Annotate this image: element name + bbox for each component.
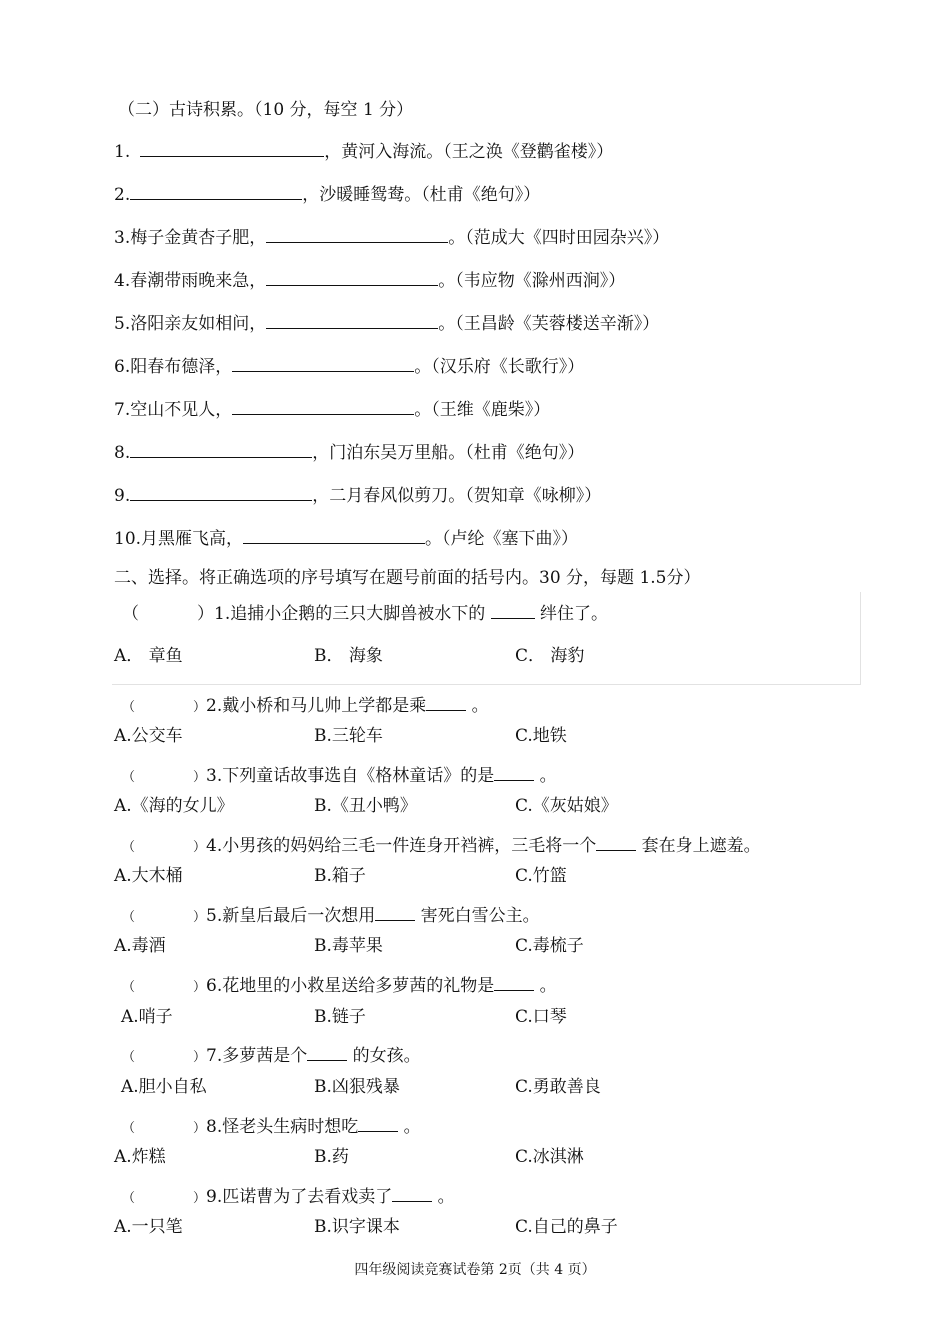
answer-blank[interactable] bbox=[375, 904, 415, 921]
poem-item-6: 6.阳春布德泽， 。（汉乐府《长歌行》） bbox=[114, 353, 584, 379]
q4-option-a[interactable]: A.大木桶 bbox=[114, 866, 183, 886]
question-7: （ ）7.多萝茜是个 的女孩。 bbox=[122, 1046, 421, 1066]
question-6: （ ）6.花地里的小救星送给多萝茜的礼物是 。 bbox=[122, 976, 557, 996]
poems-heading: （二）古诗积累。（10 分，每空 1 分） bbox=[118, 100, 414, 120]
q1-option-c[interactable]: C． 海豹 bbox=[515, 646, 585, 666]
q5-option-a[interactable]: A.毒酒 bbox=[114, 936, 166, 956]
question-5: （ ）5.新皇后最后一次想用 害死白雪公主。 bbox=[122, 906, 540, 926]
answer-blank[interactable] bbox=[266, 310, 438, 329]
q9-option-c[interactable]: C.自己的鼻子 bbox=[515, 1217, 618, 1237]
q2-option-b[interactable]: B.三轮车 bbox=[314, 726, 383, 746]
question-1: （ ）1.追捕小企鹅的三只大脚兽被水下的 绊住了。 bbox=[122, 604, 609, 624]
q8-option-c[interactable]: C.冰淇淋 bbox=[515, 1147, 584, 1167]
poem-item-1: 1. ，黄河入海流。（王之涣《登鹳雀楼》） bbox=[114, 138, 613, 164]
answer-blank[interactable] bbox=[426, 694, 466, 711]
poem-item-2: 2. ，沙暖睡鸳鸯。（杜甫《绝句》） bbox=[114, 181, 540, 207]
choice-heading: 二、选择。将正确选项的序号填写在题号前面的括号内。30 分，每题 1.5分） bbox=[114, 568, 701, 588]
q7-option-b[interactable]: B.凶狠残暴 bbox=[314, 1077, 400, 1097]
q8-option-a[interactable]: A.炸糕 bbox=[114, 1147, 166, 1167]
answer-blank[interactable] bbox=[266, 267, 438, 286]
answer-blank[interactable] bbox=[358, 1115, 398, 1132]
q4-option-b[interactable]: B.箱子 bbox=[314, 866, 366, 886]
answer-blank[interactable] bbox=[130, 439, 312, 458]
answer-blank[interactable] bbox=[232, 353, 414, 372]
q7-option-c[interactable]: C.勇敢善良 bbox=[515, 1077, 601, 1097]
q2-option-c[interactable]: C.地铁 bbox=[515, 726, 567, 746]
answer-blank[interactable] bbox=[392, 1185, 432, 1202]
poem-item-8: 8. ，门泊东吴万里船。（杜甫《绝句》） bbox=[114, 439, 584, 465]
q2-option-a[interactable]: A.公交车 bbox=[114, 726, 183, 746]
q4-option-c[interactable]: C.竹篮 bbox=[515, 866, 567, 886]
q8-option-b[interactable]: B.药 bbox=[314, 1147, 349, 1167]
q6-option-c[interactable]: C.口琴 bbox=[515, 1007, 567, 1027]
question-4: （ ）4.小男孩的妈妈给三毛一件连身开裆裤，三毛将一个 套在身上遮羞。 bbox=[122, 836, 761, 856]
answer-blank[interactable] bbox=[243, 525, 425, 544]
answer-blank[interactable] bbox=[307, 1044, 347, 1061]
q1-option-b[interactable]: B． 海象 bbox=[314, 646, 383, 666]
poem-item-4: 4.春潮带雨晚来急， 。（韦应物《滁州西涧》） bbox=[114, 267, 625, 293]
page-footer: 四年级阅读竞赛试卷第 2页（共 4 页） bbox=[354, 1262, 596, 1278]
q9-option-a[interactable]: A.一只笔 bbox=[114, 1217, 183, 1237]
question-8: （ ）8.怪老头生病时想吃 。 bbox=[122, 1117, 421, 1137]
poem-item-9: 9. ，二月春风似剪刀。（贺知章《咏柳》） bbox=[114, 482, 601, 508]
answer-blank[interactable] bbox=[130, 482, 312, 501]
answer-blank[interactable] bbox=[266, 224, 448, 243]
answer-blank[interactable] bbox=[491, 602, 535, 619]
answer-blank[interactable] bbox=[140, 138, 324, 157]
answer-blank[interactable] bbox=[494, 764, 534, 781]
q6-option-a[interactable]: A.哨子 bbox=[121, 1007, 173, 1027]
q3-option-b[interactable]: B.《丑小鸭》 bbox=[314, 796, 417, 816]
q7-option-a[interactable]: A.胆小自私 bbox=[121, 1077, 207, 1097]
answer-blank[interactable] bbox=[130, 181, 302, 200]
poem-item-10: 10.月黑雁飞高， 。（卢纶《塞下曲》） bbox=[114, 525, 578, 551]
q3-option-a[interactable]: A.《海的女儿》 bbox=[114, 796, 234, 816]
q3-option-c[interactable]: C.《灰姑娘》 bbox=[515, 796, 618, 816]
poem-item-7: 7.空山不见人， 。（王维《鹿柴》） bbox=[114, 396, 550, 422]
q5-option-c[interactable]: C.毒梳子 bbox=[515, 936, 584, 956]
q1-option-a[interactable]: A． 章鱼 bbox=[114, 646, 183, 666]
question-9: （ ）9.匹诺曹为了去看戏卖了 。 bbox=[122, 1187, 455, 1207]
q6-option-b[interactable]: B.链子 bbox=[314, 1007, 366, 1027]
question-3: （ ）3.下列童话故事选自《格林童话》的是 。 bbox=[122, 766, 557, 786]
answer-blank[interactable] bbox=[232, 396, 414, 415]
question-2: （ ）2.戴小桥和马儿帅上学都是乘 。 bbox=[122, 696, 489, 716]
poem-item-3: 3.梅子金黄杏子肥， 。（范成大《四时田园杂兴》） bbox=[114, 224, 669, 250]
q5-option-b[interactable]: B.毒苹果 bbox=[314, 936, 383, 956]
answer-blank[interactable] bbox=[596, 834, 636, 851]
q9-option-b[interactable]: B.识字课本 bbox=[314, 1217, 400, 1237]
answer-blank[interactable] bbox=[494, 974, 534, 991]
poem-item-5: 5.洛阳亲友如相问， 。（王昌龄《芙蓉楼送辛渐》） bbox=[114, 310, 659, 336]
